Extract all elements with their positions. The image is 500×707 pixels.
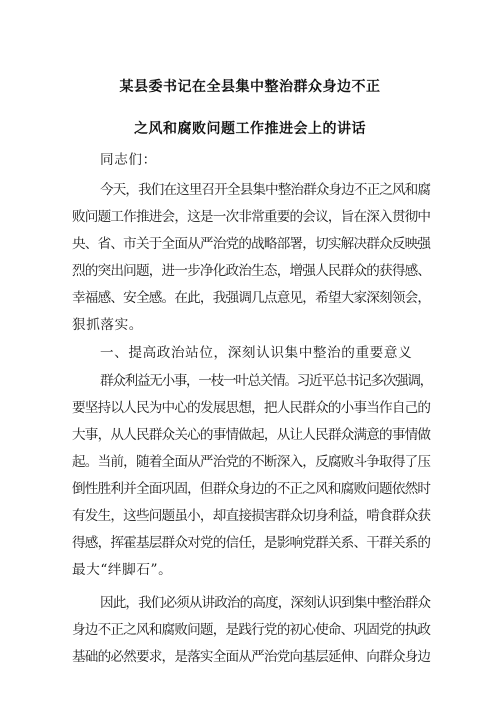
paragraph-line: 身边不正之风和腐败问题，是践行党的初心使命、巩固党的执政 bbox=[72, 622, 431, 638]
paragraph-line: 倒性胜利并全面巩固，但群众身边的不正之风和腐败问题依然时 bbox=[72, 481, 431, 497]
paragraph-line: 幸福感、安全感。在此，我强调几点意见，希望大家深刻领会， bbox=[72, 290, 431, 306]
paragraph-line: 得感，挥霍基层群众对党的信任，是影响党群关系、干群关系的 bbox=[72, 535, 431, 551]
paragraph-line: 央、省、市关于全面从严治党的战略部署，切实解决群众反映强 bbox=[72, 236, 431, 252]
salutation: 同志们： bbox=[100, 152, 157, 168]
paragraph-line: 败问题工作推进会，这是一次非常重要的会议，旨在深入贯彻中 bbox=[72, 209, 431, 225]
paragraph-line: 要坚持以人民为中心的发展思想，把人民群众的小事当作自己的 bbox=[72, 400, 431, 416]
paragraph-line: 有发生，这些问题虽小，却直接损害群众切身利益，啃食群众获 bbox=[72, 508, 431, 524]
document-title-line-1: 某县委书记在全县集中整治群众身边不正 bbox=[119, 79, 381, 95]
paragraph-line: 今天，我们在这里召开全县集中整治群众身边不正之风和腐 bbox=[100, 182, 431, 198]
paragraph-line: 狠抓落实。 bbox=[72, 317, 143, 333]
paragraph-line: 烈的突出问题，进一步净化政治生态，增强人民群众的获得感、 bbox=[72, 263, 431, 279]
paragraph-line: 群众利益无小事，一枝一叶总关情。习近平总书记多次强调， bbox=[100, 373, 432, 389]
paragraph-line: 最大“绊脚石”。 bbox=[72, 562, 173, 578]
document-title-line-2: 之风和腐败问题工作推进会上的讲话 bbox=[134, 121, 366, 137]
paragraph-line: 大事，从人民群众关心的事情做起，从让人民群众满意的事情做 bbox=[72, 427, 431, 443]
paragraph-line: 因此，我们必须从讲政治的高度，深刻认识到集中整治群众 bbox=[100, 595, 431, 611]
section-heading: 一、提高政治站位，深刻认识集中整治的重要意义 bbox=[100, 345, 413, 361]
paragraph-line: 基础的必然要求，是落实全面从严治党向基层延伸、向群众身边 bbox=[72, 649, 431, 665]
paragraph-line: 起。当前，随着全面从严治党的不断深入，反腐败斗争取得了压 bbox=[72, 454, 431, 470]
